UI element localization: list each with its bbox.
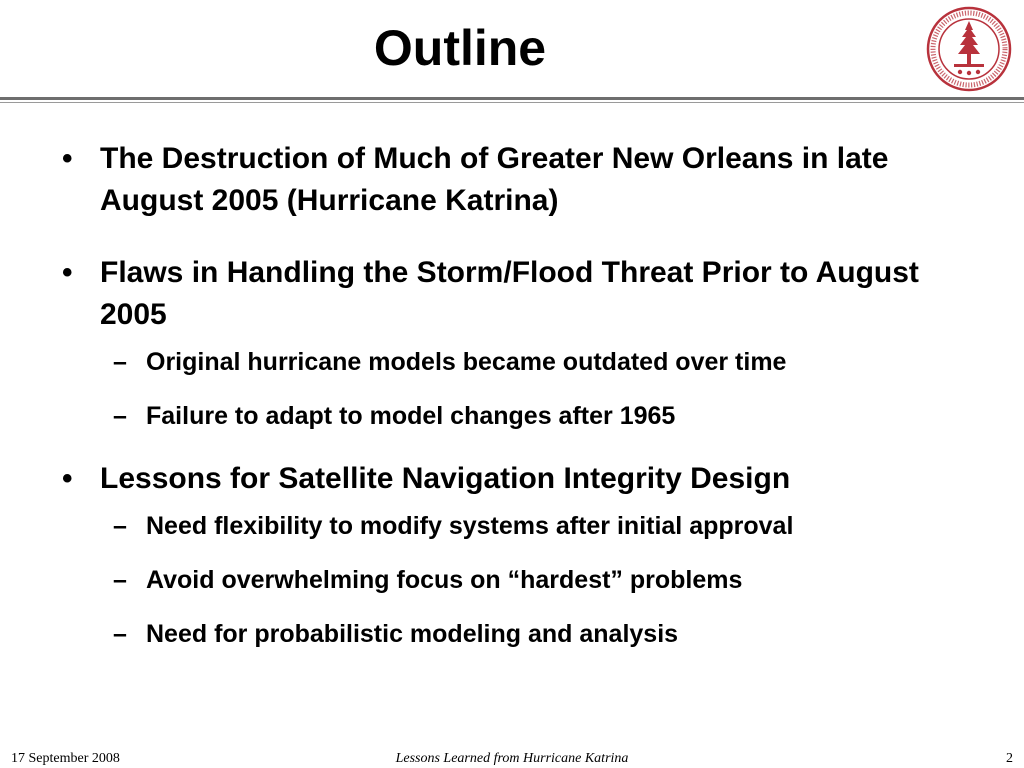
sub-bullet-text: Failure to adapt to model changes after 1965 <box>146 402 676 430</box>
sub-bullet-item <box>0 346 1024 378</box>
bullet-text: Lessons for Satellite Navigation Integrity Design <box>100 462 791 495</box>
dash-marker: – <box>113 348 127 376</box>
bullet-marker: • <box>62 142 73 175</box>
slide-title: Outline <box>373 20 547 76</box>
page-number: 2 <box>1006 751 1013 766</box>
bullet-text: The Destruction of Much of Greater New Orleans in late August 2005 (Hurricane Katrina) <box>100 142 889 217</box>
footer-title: Lessons Learned from Hurricane Katrina <box>395 751 629 766</box>
bullet-group <box>0 252 1024 432</box>
sub-bullet-text: Avoid overwhelming focus on “hardest” problems <box>146 566 743 594</box>
dash-marker: – <box>113 512 127 540</box>
bullet-marker: • <box>62 462 73 495</box>
bullet-group <box>0 458 1024 650</box>
footer-date: 17 September 2008 <box>11 751 120 766</box>
sub-bullet-text: Need flexibility to modify systems after initial approval <box>146 512 794 540</box>
bullet-text: Flaws in Handling the Storm/Flood Threat Prior to August 2005 <box>100 256 919 331</box>
bullet-group <box>0 138 1024 222</box>
bullet-item <box>0 252 1024 336</box>
dash-marker: – <box>113 402 127 430</box>
sub-bullet-item <box>0 510 1024 542</box>
dash-marker: – <box>113 620 127 648</box>
stanford-seal-logo <box>926 6 1012 92</box>
sub-bullet-item <box>0 400 1024 432</box>
title-divider-thin <box>0 102 1024 103</box>
sub-bullet-list <box>0 346 1024 432</box>
sub-bullet-item <box>0 618 1024 650</box>
bullet-item <box>0 138 1024 222</box>
sub-bullet-item <box>0 564 1024 596</box>
bullet-marker: • <box>62 256 73 289</box>
slide-footer <box>0 749 1024 768</box>
sub-bullet-text: Original hurricane models became outdated over time <box>146 348 787 376</box>
dash-marker: – <box>113 566 127 594</box>
sub-bullet-text: Need for probabilistic modeling and analysis <box>146 620 679 648</box>
slide-body <box>0 138 1024 676</box>
sub-bullet-list <box>0 510 1024 650</box>
title-divider <box>0 97 1024 100</box>
bullet-item <box>0 458 1024 500</box>
